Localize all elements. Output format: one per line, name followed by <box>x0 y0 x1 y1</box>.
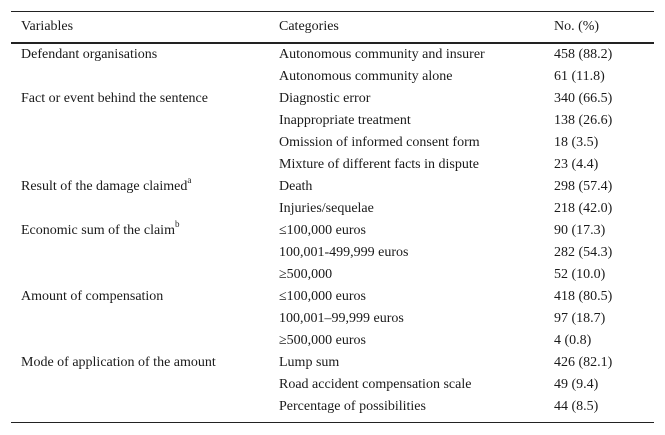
cell-category: 100,001-499,999 euros <box>279 245 409 260</box>
cell-category: Lump sum <box>279 355 340 370</box>
table-row <box>11 176 654 198</box>
cell-count: 61 (11.8) <box>554 69 605 84</box>
footnote-marker: b <box>174 219 180 230</box>
table-row <box>11 330 654 352</box>
cell-count: 52 (10.0) <box>554 267 606 282</box>
cell-category: ≥500,000 euros <box>279 333 367 348</box>
table-row <box>11 220 654 242</box>
variable-text: Fact or event behind the sentence <box>21 91 208 106</box>
variable-text: Amount of compensation <box>21 289 164 304</box>
table-row <box>11 44 654 66</box>
table-row <box>11 132 654 154</box>
header-categories: Categories <box>279 19 339 34</box>
cell-category: Diagnostic error <box>279 91 371 106</box>
cell-count: 90 (17.3) <box>554 223 606 238</box>
cell-count: 4 (0.8) <box>554 333 592 348</box>
cell-category: ≤100,000 euros <box>279 223 367 238</box>
cell-category: ≤100,000 euros <box>279 289 367 304</box>
cell-variable <box>21 44 157 66</box>
cell-category: Autonomous community alone <box>279 69 453 84</box>
cell-count: 44 (8.5) <box>554 399 599 414</box>
cell-category: Omission of informed consent form <box>279 135 480 150</box>
variable-text: Mode of application of the amount <box>21 355 216 370</box>
cell-variable <box>21 88 208 110</box>
header-count: No. (%) <box>554 19 600 34</box>
cell-count: 298 (57.4) <box>554 179 613 194</box>
table-row <box>11 242 654 264</box>
cell-count: 340 (66.5) <box>554 91 613 106</box>
cell-count: 49 (9.4) <box>554 377 599 392</box>
table-bottom-rule <box>11 422 654 423</box>
table-row <box>11 286 654 308</box>
cell-count: 18 (3.5) <box>554 135 599 150</box>
footnote-marker: a <box>187 175 192 186</box>
variable-text: Economic sum of the claim <box>21 223 175 238</box>
cell-count: 97 (18.7) <box>554 311 606 326</box>
cell-category: Mixture of different facts in dispute <box>279 157 479 172</box>
cell-category: Road accident compensation scale <box>279 377 472 392</box>
cell-count: 138 (26.6) <box>554 113 613 128</box>
table-row <box>11 154 654 176</box>
cell-count: 418 (80.5) <box>554 289 613 304</box>
table-row <box>11 198 654 220</box>
table-row <box>11 66 654 88</box>
cell-category: Inappropriate treatment <box>279 113 411 128</box>
table-header-row <box>11 11 654 42</box>
table-row <box>11 374 654 396</box>
cell-count: 218 (42.0) <box>554 201 613 216</box>
table-row <box>11 352 654 374</box>
cell-category: Percentage of possibilities <box>279 399 426 414</box>
cell-category: ≥500,000 <box>279 267 333 282</box>
cell-count: 458 (88.2) <box>554 47 613 62</box>
cell-category: Injuries/sequelae <box>279 201 374 216</box>
cell-category: Autonomous community and insurer <box>279 47 485 62</box>
cell-variable <box>21 176 191 198</box>
table-row <box>11 308 654 330</box>
cell-category: 100,001–99,999 euros <box>279 311 404 326</box>
variable-text: Result of the damage claimed <box>21 179 188 194</box>
cell-category: Death <box>279 179 313 194</box>
table-row <box>11 110 654 132</box>
table-row <box>11 264 654 286</box>
cell-variable <box>21 286 163 308</box>
cell-count: 282 (54.3) <box>554 245 613 260</box>
cell-variable <box>21 352 216 374</box>
table-row <box>11 396 654 418</box>
cell-variable <box>21 220 179 242</box>
header-variables: Variables <box>21 19 74 34</box>
table-row <box>11 88 654 110</box>
cell-count: 23 (4.4) <box>554 157 599 172</box>
cell-count: 426 (82.1) <box>554 355 613 370</box>
variable-text: Defendant organisations <box>21 47 158 62</box>
